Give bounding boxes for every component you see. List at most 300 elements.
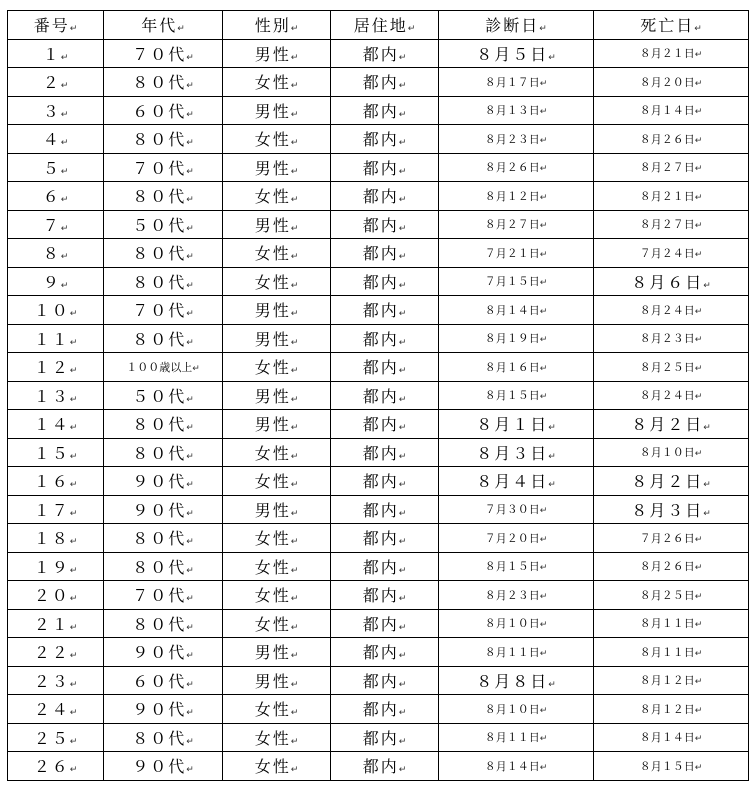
cell-residence: 都内↵ [331, 552, 439, 581]
paragraph-mark-icon: ↵ [539, 648, 548, 659]
cell-number: ９↵ [8, 267, 104, 296]
cell-residence: 都内↵ [331, 353, 439, 382]
paragraph-mark-icon: ↵ [398, 423, 407, 434]
cell-residence: 都内↵ [331, 182, 439, 211]
paragraph-mark-icon: ↵ [69, 394, 78, 405]
cell-sex: 女性↵ [223, 182, 331, 211]
paragraph-mark-icon: ↵ [539, 306, 548, 317]
paragraph-mark-icon: ↵ [60, 195, 69, 206]
table-row [8, 39, 749, 68]
cell-residence: 都内↵ [331, 581, 439, 610]
paragraph-mark-icon: ↵ [69, 565, 78, 576]
cell-death-date: ８月２７日↵ [594, 210, 749, 239]
paragraph-mark-icon: ↵ [694, 762, 703, 773]
paragraph-mark-icon: ↵ [290, 480, 299, 491]
cell-age-group: ８０代↵ [104, 438, 223, 467]
paragraph-mark-icon: ↵ [186, 52, 194, 63]
paragraph-mark-icon: ↵ [398, 52, 407, 63]
paragraph-mark-icon: ↵ [694, 591, 703, 602]
cell-age-group: ８０代↵ [104, 182, 223, 211]
cell-sex: 女性↵ [223, 695, 331, 724]
paragraph-mark-icon: ↵ [694, 363, 703, 374]
table-row [8, 239, 749, 268]
cell-age-group: ８０代↵ [104, 267, 223, 296]
cell-diagnosis-date: ８月２３日↵ [439, 125, 594, 154]
paragraph-mark-icon: ↵ [398, 537, 407, 548]
paragraph-mark-icon: ↵ [548, 52, 556, 63]
cell-residence: 都内↵ [331, 239, 439, 268]
cell-diagnosis-date: ８月１４日↵ [439, 296, 594, 325]
cell-number: １４↵ [8, 410, 104, 439]
paragraph-mark-icon: ↵ [186, 480, 194, 491]
cell-age-group: ７０代↵ [104, 39, 223, 68]
paragraph-mark-icon: ↵ [60, 52, 69, 63]
paragraph-mark-icon: ↵ [703, 508, 711, 519]
paragraph-mark-icon: ↵ [539, 762, 548, 773]
cell-death-date: ８月２４日↵ [594, 381, 749, 410]
paragraph-mark-icon: ↵ [398, 622, 407, 633]
paragraph-mark-icon: ↵ [290, 166, 299, 177]
paragraph-mark-icon: ↵ [186, 565, 194, 576]
cell-residence: 都内↵ [331, 438, 439, 467]
paragraph-mark-icon: ↵ [694, 534, 703, 545]
header-row [8, 11, 749, 40]
cell-death-date: ８月１１日↵ [594, 609, 749, 638]
cell-sex: 男性↵ [223, 296, 331, 325]
cell-death-date: ８月２６日↵ [594, 125, 749, 154]
cell-diagnosis-date: ８月１４日↵ [439, 752, 594, 781]
paragraph-mark-icon: ↵ [398, 223, 407, 234]
cell-residence: 都内↵ [331, 39, 439, 68]
paragraph-mark-icon: ↵ [69, 423, 78, 434]
paragraph-mark-icon: ↵ [186, 651, 194, 662]
cell-residence: 都内↵ [331, 125, 439, 154]
paragraph-mark-icon: ↵ [694, 705, 703, 716]
cell-age-group: ９０代↵ [104, 495, 223, 524]
paragraph-mark-icon: ↵ [186, 337, 194, 348]
paragraph-mark-icon: ↵ [694, 221, 703, 232]
paragraph-mark-icon: ↵ [69, 622, 78, 633]
paragraph-mark-icon: ↵ [60, 138, 69, 149]
cell-sex: 女性↵ [223, 68, 331, 97]
cell-death-date: ８月３日↵ [594, 495, 749, 524]
cell-death-date: ８月６日↵ [594, 267, 749, 296]
paragraph-mark-icon: ↵ [703, 423, 711, 434]
paragraph-mark-icon: ↵ [398, 508, 407, 519]
cell-residence: 都内↵ [331, 210, 439, 239]
cell-residence: 都内↵ [331, 723, 439, 752]
cell-death-date: ８月２日↵ [594, 467, 749, 496]
paragraph-mark-icon: ↵ [186, 223, 194, 234]
paragraph-mark-icon: ↵ [60, 109, 69, 120]
paragraph-mark-icon: ↵ [407, 24, 416, 35]
cell-number: １↵ [8, 39, 104, 68]
cell-age-group: ８０代↵ [104, 609, 223, 638]
cell-diagnosis-date: ８月１５日↵ [439, 381, 594, 410]
cell-sex: 男性↵ [223, 666, 331, 695]
paragraph-mark-icon: ↵ [186, 280, 194, 291]
cell-sex: 男性↵ [223, 153, 331, 182]
cell-diagnosis-date: ８月１０日↵ [439, 695, 594, 724]
paragraph-mark-icon: ↵ [539, 192, 548, 203]
paragraph-mark-icon: ↵ [398, 394, 407, 405]
paragraph-mark-icon: ↵ [186, 594, 194, 605]
cell-age-group: ９０代↵ [104, 467, 223, 496]
paragraph-mark-icon: ↵ [290, 736, 299, 747]
paragraph-mark-icon: ↵ [398, 166, 407, 177]
cell-sex: 男性↵ [223, 381, 331, 410]
table-row [8, 267, 749, 296]
paragraph-mark-icon: ↵ [539, 734, 548, 745]
cell-diagnosis-date: ８月４日↵ [439, 467, 594, 496]
table-row [8, 296, 749, 325]
paragraph-mark-icon: ↵ [186, 423, 194, 434]
paragraph-mark-icon: ↵ [539, 591, 548, 602]
cell-number: １９↵ [8, 552, 104, 581]
paragraph-mark-icon: ↵ [69, 679, 78, 690]
cell-death-date: ８月２４日↵ [594, 296, 749, 325]
table-row [8, 210, 749, 239]
paragraph-mark-icon: ↵ [398, 138, 407, 149]
paragraph-mark-icon: ↵ [290, 366, 299, 377]
paragraph-mark-icon: ↵ [539, 78, 548, 89]
paragraph-mark-icon: ↵ [694, 449, 703, 460]
cell-death-date: ８月２０日↵ [594, 68, 749, 97]
paragraph-mark-icon: ↵ [290, 81, 299, 92]
cell-death-date: ８月１４日↵ [594, 723, 749, 752]
cell-diagnosis-date: ８月１３日↵ [439, 96, 594, 125]
paragraph-mark-icon: ↵ [398, 366, 407, 377]
paragraph-mark-icon: ↵ [69, 651, 78, 662]
paragraph-mark-icon: ↵ [694, 648, 703, 659]
table-row [8, 581, 749, 610]
cell-diagnosis-date: ８月１２日↵ [439, 182, 594, 211]
cell-sex: 男性↵ [223, 39, 331, 68]
cell-death-date: ８月１２日↵ [594, 695, 749, 724]
paragraph-mark-icon: ↵ [398, 337, 407, 348]
table-row [8, 125, 749, 154]
cell-number: １２↵ [8, 353, 104, 382]
cell-sex: 男性↵ [223, 210, 331, 239]
cell-sex: 男性↵ [223, 96, 331, 125]
cell-age-group: ６０代↵ [104, 666, 223, 695]
paragraph-mark-icon: ↵ [290, 508, 299, 519]
cell-diagnosis-date: ８月１９日↵ [439, 324, 594, 353]
paragraph-mark-icon: ↵ [290, 679, 299, 690]
cell-age-group: ９０代↵ [104, 752, 223, 781]
paragraph-mark-icon: ↵ [694, 306, 703, 317]
cell-residence: 都内↵ [331, 467, 439, 496]
cell-residence: 都内↵ [331, 153, 439, 182]
paragraph-mark-icon: ↵ [69, 366, 78, 377]
cell-age-group: ９０代↵ [104, 695, 223, 724]
cell-age-group: ７０代↵ [104, 296, 223, 325]
cell-age-group: ８０代↵ [104, 68, 223, 97]
cell-death-date: ８月１２日↵ [594, 666, 749, 695]
paragraph-mark-icon: ↵ [539, 278, 548, 289]
paragraph-mark-icon: ↵ [186, 451, 194, 462]
cell-sex: 女性↵ [223, 581, 331, 610]
cell-residence: 都内↵ [331, 524, 439, 553]
paragraph-mark-icon: ↵ [290, 109, 299, 120]
cell-diagnosis-date: ８月１１日↵ [439, 638, 594, 667]
header-residence: 居住地↵ [331, 11, 439, 40]
paragraph-mark-icon: ↵ [192, 363, 200, 374]
cell-sex: 男性↵ [223, 495, 331, 524]
cell-residence: 都内↵ [331, 324, 439, 353]
cell-number: ２３↵ [8, 666, 104, 695]
paragraph-mark-icon: ↵ [398, 252, 407, 263]
paragraph-mark-icon: ↵ [290, 622, 299, 633]
cell-age-group: ８０代↵ [104, 125, 223, 154]
paragraph-mark-icon: ↵ [398, 480, 407, 491]
paragraph-mark-icon: ↵ [186, 736, 194, 747]
paragraph-mark-icon: ↵ [539, 221, 548, 232]
cell-diagnosis-date: ８月１６日↵ [439, 353, 594, 382]
cell-residence: 都内↵ [331, 410, 439, 439]
cell-number: ４↵ [8, 125, 104, 154]
cell-diagnosis-date: ８月２３日↵ [439, 581, 594, 610]
cell-number: １５↵ [8, 438, 104, 467]
cell-age-group: ６０代↵ [104, 96, 223, 125]
cell-sex: 男性↵ [223, 638, 331, 667]
paragraph-mark-icon: ↵ [60, 166, 69, 177]
cell-number: ２↵ [8, 68, 104, 97]
cell-death-date: ８月１１日↵ [594, 638, 749, 667]
paragraph-mark-icon: ↵ [703, 480, 711, 491]
cell-sex: 女性↵ [223, 723, 331, 752]
paragraph-mark-icon: ↵ [539, 705, 548, 716]
cell-age-group: ８０代↵ [104, 552, 223, 581]
cell-number: １８↵ [8, 524, 104, 553]
paragraph-mark-icon: ↵ [290, 394, 299, 405]
paragraph-mark-icon: ↵ [186, 708, 194, 719]
paragraph-mark-icon: ↵ [539, 249, 548, 260]
paragraph-mark-icon: ↵ [186, 508, 194, 519]
paragraph-mark-icon: ↵ [290, 423, 299, 434]
paragraph-mark-icon: ↵ [694, 107, 703, 118]
paragraph-mark-icon: ↵ [398, 195, 407, 206]
paragraph-mark-icon: ↵ [60, 81, 69, 92]
cell-diagnosis-date: ７月２１日↵ [439, 239, 594, 268]
cell-death-date: ８月２１日↵ [594, 39, 749, 68]
table-row [8, 609, 749, 638]
paragraph-mark-icon: ↵ [290, 24, 299, 35]
table-row [8, 666, 749, 695]
table-body [8, 39, 749, 780]
paragraph-mark-icon: ↵ [290, 280, 299, 291]
paragraph-mark-icon: ↵ [539, 24, 547, 35]
paragraph-mark-icon: ↵ [539, 563, 548, 574]
cell-diagnosis-date: ８月３日↵ [439, 438, 594, 467]
paragraph-mark-icon: ↵ [539, 164, 548, 175]
table-row [8, 638, 749, 667]
paragraph-mark-icon: ↵ [290, 537, 299, 548]
cell-number: １３↵ [8, 381, 104, 410]
cell-residence: 都内↵ [331, 96, 439, 125]
table-row [8, 467, 749, 496]
paragraph-mark-icon: ↵ [539, 363, 548, 374]
cell-number: ６↵ [8, 182, 104, 211]
header-death-date: 死亡日↵ [594, 11, 749, 40]
paragraph-mark-icon: ↵ [186, 679, 194, 690]
cell-sex: 女性↵ [223, 524, 331, 553]
paragraph-mark-icon: ↵ [398, 594, 407, 605]
cell-diagnosis-date: ８月８日↵ [439, 666, 594, 695]
paragraph-mark-icon: ↵ [539, 335, 548, 346]
cell-age-group: ８０代↵ [104, 410, 223, 439]
paragraph-mark-icon: ↵ [548, 451, 556, 462]
paragraph-mark-icon: ↵ [60, 280, 69, 291]
paragraph-mark-icon: ↵ [539, 135, 548, 146]
paragraph-mark-icon: ↵ [69, 508, 78, 519]
paragraph-mark-icon: ↵ [703, 280, 711, 291]
cell-diagnosis-date: ７月３０日↵ [439, 495, 594, 524]
paragraph-mark-icon: ↵ [694, 249, 703, 260]
paragraph-mark-icon: ↵ [694, 620, 703, 631]
cell-residence: 都内↵ [331, 695, 439, 724]
cell-diagnosis-date: ７月２０日↵ [439, 524, 594, 553]
paragraph-mark-icon: ↵ [398, 679, 407, 690]
cell-death-date: ８月２１日↵ [594, 182, 749, 211]
cell-sex: 女性↵ [223, 438, 331, 467]
paragraph-mark-icon: ↵ [290, 451, 299, 462]
table-row [8, 182, 749, 211]
paragraph-mark-icon: ↵ [694, 78, 703, 89]
cell-diagnosis-date: ７月１５日↵ [439, 267, 594, 296]
header-diagnosis-date: 診断日↵ [439, 11, 594, 40]
cell-sex: 女性↵ [223, 467, 331, 496]
paragraph-mark-icon: ↵ [60, 252, 69, 263]
paragraph-mark-icon: ↵ [694, 135, 703, 146]
paragraph-mark-icon: ↵ [186, 109, 194, 120]
paragraph-mark-icon: ↵ [69, 537, 78, 548]
cell-age-group: ７０代↵ [104, 581, 223, 610]
cell-number: １６↵ [8, 467, 104, 496]
cell-death-date: ８月２日↵ [594, 410, 749, 439]
paragraph-mark-icon: ↵ [539, 506, 548, 517]
cell-number: ７↵ [8, 210, 104, 239]
cell-number: １０↵ [8, 296, 104, 325]
cell-age-group: ７０代↵ [104, 153, 223, 182]
table-row [8, 723, 749, 752]
paragraph-mark-icon: ↵ [694, 50, 703, 61]
table-row [8, 324, 749, 353]
cell-diagnosis-date: ８月１７日↵ [439, 68, 594, 97]
paragraph-mark-icon: ↵ [694, 192, 703, 203]
cell-diagnosis-date: ８月１１日↵ [439, 723, 594, 752]
cell-number: ２６↵ [8, 752, 104, 781]
cell-sex: 女性↵ [223, 267, 331, 296]
paragraph-mark-icon: ↵ [694, 734, 703, 745]
cell-death-date: ８月２３日↵ [594, 324, 749, 353]
paragraph-mark-icon: ↵ [69, 24, 78, 35]
table-row [8, 495, 749, 524]
paragraph-mark-icon: ↵ [548, 480, 556, 491]
paragraph-mark-icon: ↵ [290, 565, 299, 576]
cell-sex: 女性↵ [223, 609, 331, 638]
cell-residence: 都内↵ [331, 381, 439, 410]
paragraph-mark-icon: ↵ [69, 337, 78, 348]
cell-death-date: ８月２７日↵ [594, 153, 749, 182]
table-row [8, 353, 749, 382]
paragraph-mark-icon: ↵ [177, 24, 185, 35]
paragraph-mark-icon: ↵ [186, 394, 194, 405]
paragraph-mark-icon: ↵ [186, 537, 194, 548]
cell-sex: 男性↵ [223, 410, 331, 439]
paragraph-mark-icon: ↵ [539, 620, 548, 631]
paragraph-mark-icon: ↵ [398, 309, 407, 320]
paragraph-mark-icon: ↵ [398, 280, 407, 291]
cell-age-group: ８０代↵ [104, 239, 223, 268]
header-number: 番号↵ [8, 11, 104, 40]
cell-sex: 女性↵ [223, 752, 331, 781]
cell-number: ２２↵ [8, 638, 104, 667]
paragraph-mark-icon: ↵ [186, 622, 194, 633]
cell-age-group: ８０代↵ [104, 723, 223, 752]
cell-residence: 都内↵ [331, 752, 439, 781]
cell-diagnosis-date: ８月２７日↵ [439, 210, 594, 239]
cell-diagnosis-date: ８月１５日↵ [439, 552, 594, 581]
cell-death-date: ８月１０日↵ [594, 438, 749, 467]
paragraph-mark-icon: ↵ [290, 138, 299, 149]
cell-residence: 都内↵ [331, 267, 439, 296]
table-row [8, 524, 749, 553]
paragraph-mark-icon: ↵ [290, 252, 299, 263]
paragraph-mark-icon: ↵ [186, 81, 194, 92]
paragraph-mark-icon: ↵ [69, 736, 78, 747]
cell-death-date: ８月１５日↵ [594, 752, 749, 781]
cell-age-group: ５０代↵ [104, 381, 223, 410]
cell-sex: 女性↵ [223, 239, 331, 268]
header-sex: 性別↵ [223, 11, 331, 40]
cell-death-date: ８月２５日↵ [594, 581, 749, 610]
paragraph-mark-icon: ↵ [539, 534, 548, 545]
paragraph-mark-icon: ↵ [548, 423, 556, 434]
cell-number: ２０↵ [8, 581, 104, 610]
paragraph-mark-icon: ↵ [398, 565, 407, 576]
table-row [8, 153, 749, 182]
cell-residence: 都内↵ [331, 68, 439, 97]
cell-age-group: ９０代↵ [104, 638, 223, 667]
paragraph-mark-icon: ↵ [398, 109, 407, 120]
paragraph-mark-icon: ↵ [398, 736, 407, 747]
paragraph-mark-icon: ↵ [694, 677, 703, 688]
cell-number: ５↵ [8, 153, 104, 182]
paragraph-mark-icon: ↵ [398, 708, 407, 719]
cell-number: ２５↵ [8, 723, 104, 752]
cell-number: １１↵ [8, 324, 104, 353]
cell-sex: 女性↵ [223, 125, 331, 154]
cell-sex: 男性↵ [223, 324, 331, 353]
paragraph-mark-icon: ↵ [69, 309, 78, 320]
cell-number: ３↵ [8, 96, 104, 125]
cell-death-date: ８月２５日↵ [594, 353, 749, 382]
paragraph-mark-icon: ↵ [69, 594, 78, 605]
paragraph-mark-icon: ↵ [694, 164, 703, 175]
table-row [8, 752, 749, 781]
cell-residence: 都内↵ [331, 666, 439, 695]
cell-residence: 都内↵ [331, 495, 439, 524]
cell-residence: 都内↵ [331, 296, 439, 325]
cell-number: ２４↵ [8, 695, 104, 724]
paragraph-mark-icon: ↵ [290, 223, 299, 234]
paragraph-mark-icon: ↵ [60, 223, 69, 234]
paragraph-mark-icon: ↵ [290, 309, 299, 320]
cell-age-group: ８０代↵ [104, 324, 223, 353]
paragraph-mark-icon: ↵ [398, 765, 407, 776]
paragraph-mark-icon: ↵ [694, 335, 703, 346]
